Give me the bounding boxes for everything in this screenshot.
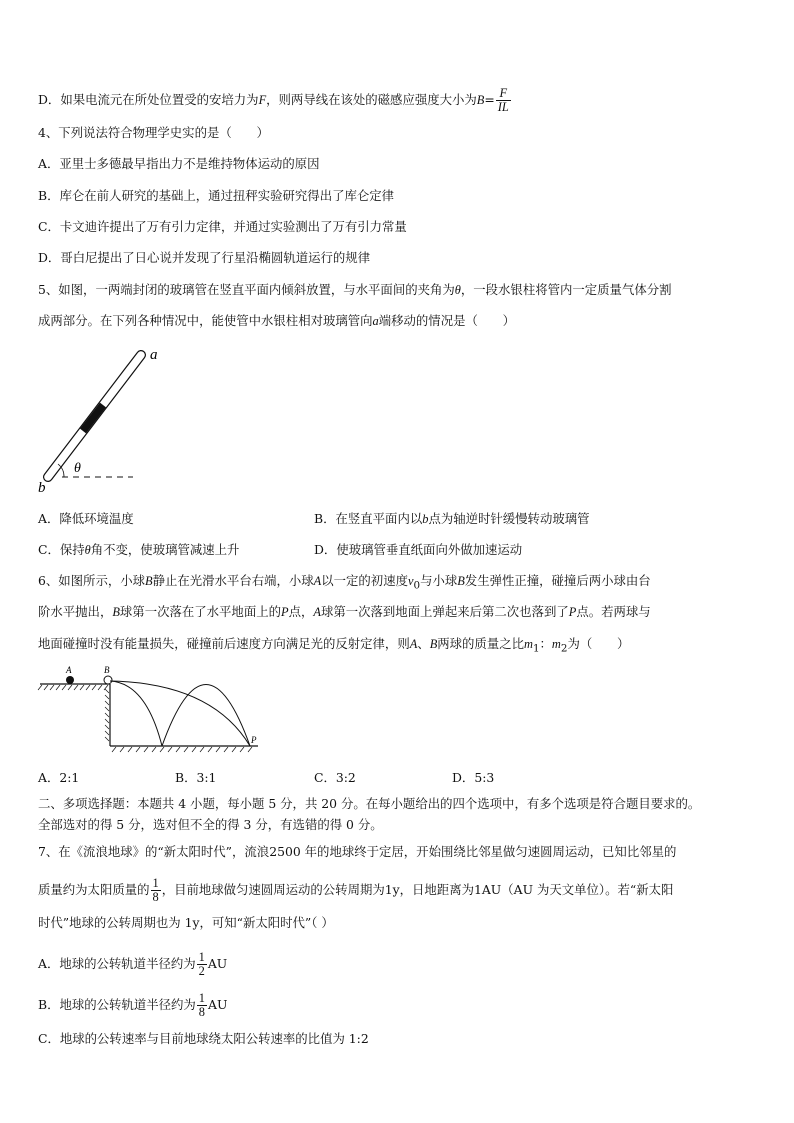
q5-option-c: C．保持θ角不变，使玻璃管减速上升 bbox=[38, 542, 240, 557]
label-theta: θ bbox=[74, 461, 81, 476]
q4-option-a: A．亚里士多德最早指出力不是维持物体运动的原因 bbox=[38, 156, 320, 171]
mercury-column bbox=[83, 405, 103, 431]
trajectory-a-first bbox=[110, 681, 162, 746]
q7-option-a: A．地球的公转轨道半径约为 $\frac{1}{2}$ AU bbox=[38, 950, 228, 978]
ground bbox=[110, 746, 258, 752]
q6-collision-figure bbox=[36, 663, 268, 755]
q6-option-b: B．3:1 bbox=[175, 770, 217, 785]
q6-stem-line1: 6、如图所示，小球B静止在光滑水平台右端，小球A以一定的初速度$v_0$与小球B发生弹性正撞，碰撞后两小球由台 bbox=[38, 573, 651, 592]
fraction-F-over-IL: $\frac{F}{IL}$ bbox=[497, 86, 509, 114]
q5-tilted-tube-figure bbox=[34, 340, 174, 500]
q6-stem-line3: 地面碰撞时没有能量损失，碰撞前后速度方向满足光的反射定律，则A、B两球的质量之比$m_1$：$m_2$为（ ） bbox=[38, 636, 630, 655]
q5-option-d: D．使玻璃管垂直纸面向外做加速运动 bbox=[314, 542, 523, 557]
q7-stem-line2: 质量约为太阳质量的 $\frac{1}{8}$ ，目前地球做匀速圆周运动的公转周期为1y，日地距离为1AU（AU 为天文单位）。若“新太阳 bbox=[38, 876, 674, 904]
q6-option-c: C．3:2 bbox=[314, 770, 356, 785]
q4-option-c: C．卡文迪许提出了万有引力定律，并通过实验测出了万有引力常量 bbox=[38, 219, 407, 234]
trajectory-b bbox=[110, 681, 250, 746]
table-top bbox=[38, 684, 110, 690]
ball-a bbox=[66, 676, 74, 684]
q3-option-d: D．如果电流元在所处位置受的安培力为F，则两导线在该处的磁感应强度大小为B= $\frac{F}{IL}$ bbox=[38, 86, 509, 114]
label-B: B bbox=[104, 665, 110, 675]
fraction-1-over-8: $\frac{1}{8}$ bbox=[152, 876, 159, 904]
q6-stem-line2: 阶水平抛出，B球第一次落在了水平地面上的P点，A球第一次落到地面上弹起来后第二次也落到了P点。若两球与 bbox=[38, 604, 651, 619]
fraction-1-over-8-b: $\frac{1}{8}$ bbox=[198, 991, 205, 1019]
q6-option-a: A．2:1 bbox=[38, 770, 80, 785]
label-A: A bbox=[66, 665, 72, 675]
q7-stem-line3: 时代”地球的公转周期也为 1y，可知“新太阳时代”（ ） bbox=[38, 915, 334, 930]
q7-option-b: B．地球的公转轨道半径约为 $\frac{1}{8}$ AU bbox=[38, 991, 228, 1019]
section2-heading: 二、多项选择题：本题共 4 小题，每小题 5 分，共 20 分。在每小题给出的四个选项中，有多个选项是符合题目要求的。 bbox=[38, 796, 701, 811]
label-b: b bbox=[38, 480, 46, 496]
var-F: F bbox=[258, 93, 267, 107]
q4-stem: 4、下列说法符合物理学史实的是（ ） bbox=[38, 125, 269, 140]
table-wall bbox=[105, 684, 110, 746]
trajectory-a-bounce bbox=[162, 685, 250, 747]
q5-stem-line1: 5、如图，一两端封闭的玻璃管在竖直平面内倾斜放置，与水平面间的夹角为θ，一段水银柱将管内一定质量气体分割 bbox=[38, 282, 672, 297]
q7-stem-line1: 7、在《流浪地球》的“新太阳时代”，流浪2500 年的地球终于定居，开始围绕比邻星做匀速圆周运动，已知比邻星的 bbox=[38, 844, 677, 859]
q4-option-d: D．哥白尼提出了日心说并发现了行星沿椭圆轨道运行的规律 bbox=[38, 250, 371, 265]
q6-option-d: D．5:3 bbox=[452, 770, 495, 785]
var-B: B bbox=[476, 93, 485, 107]
q5-option-a: A．降低环境温度 bbox=[38, 511, 134, 526]
fraction-1-over-2: $\frac{1}{2}$ bbox=[198, 950, 205, 978]
ball-b bbox=[104, 676, 112, 684]
q7-option-c: C．地球的公转速率与目前地球绕太阳公转速率的比值为 1:2 bbox=[38, 1031, 369, 1046]
label-P: P bbox=[251, 735, 257, 745]
section2-heading-line2: 全部选对的得 5 分，选对但不全的得 3 分，有选错的得 0 分。 bbox=[38, 817, 383, 832]
label-a: a bbox=[150, 347, 158, 363]
q5-stem-line2: 成两部分。在下列各种情况中，能使管中水银柱相对玻璃管向a端移动的情况是（ ） bbox=[38, 313, 516, 328]
q4-option-b: B．库仑在前人研究的基础上，通过扭秤实验研究得出了库仑定律 bbox=[38, 188, 395, 203]
q5-option-b: B．在竖直平面内以b点为轴逆时针缓慢转动玻璃管 bbox=[314, 511, 590, 526]
